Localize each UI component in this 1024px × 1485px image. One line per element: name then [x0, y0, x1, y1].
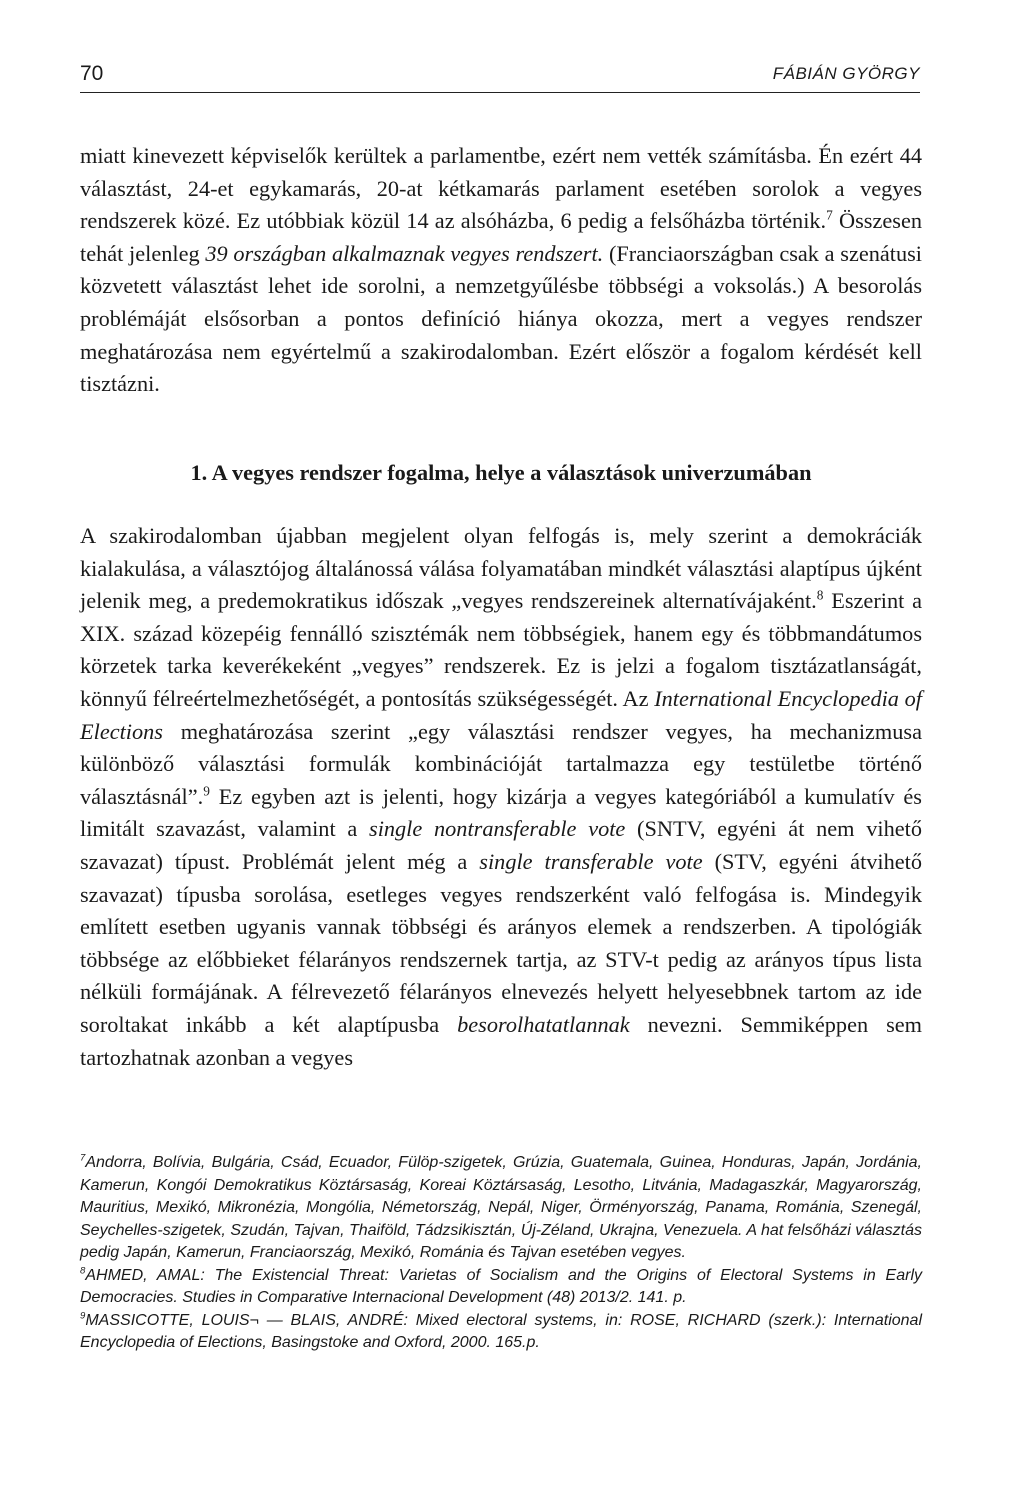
footnote-text: MASSICOTTE, LOUIS¬ — BLAIS, ANDRÉ: Mixed electoral systems, in: ROSE, RICHARD (szerk.): International Encyclopedia of Elections, Basingstoke and Oxford, 2000. 165.p.	[80, 1311, 922, 1351]
page-number: 70	[80, 62, 104, 85]
text-run: (SNTV, egyéni át nem vihető szavazat) típust. Problémát jelent még a	[80, 816, 922, 874]
footnote-number: 8	[80, 1265, 86, 1277]
footnote-number: 9	[80, 1310, 86, 1322]
running-head-author: FÁBIÁN GYÖRGY	[772, 64, 920, 83]
body-paragraph-1	[80, 140, 922, 401]
footnote-ref-8[interactable]: 8	[816, 587, 824, 603]
footnote-ref-7[interactable]: 7	[826, 207, 833, 223]
emphasis-text: single nontransferable vote	[369, 816, 626, 842]
footnote-text: Andorra, Bolívia, Bulgária, Csád, Ecuador, Fülöp-szigetek, Grúzia, Guatemala, Guinea, Honduras, Japán, Jordánia, Kamerun, Kongói Demokratikus Köztársaság, Koreai Köztársaság, Lesotho, Litvánia, Madagaszkár, Magyarország, Mauritius, Mexikó, Mikronézia, Mongólia, Németország, Nepál, Niger, Örményország, Panama, Románia, Szenegál, Seychelles-szigetek, Szudán, Tajvan, Thaiföld, Tádzsikisztán, Új-Zéland, Ukrajna, Venezuela. A hat felsőházi választás pedig Japán, Kamerun, Franciaország, Mexikó, Románia és Tajvan esetében vegyes.	[80, 1154, 922, 1261]
footnote-number: 7	[80, 1152, 86, 1164]
footnotes	[80, 1152, 922, 1355]
body-paragraph-2	[80, 520, 922, 1074]
paragraph	[80, 140, 922, 401]
text-run: Ez egyben azt is jelenti, hogy kizárja a vegyes kategóriából a kumulatív és limitált szavazást, valamint a	[80, 783, 922, 842]
text-run: meghatározása szerint „egy választási rendszer vegyes, ha mechanizmusa különböző választási formulák kombinációját tartalmazza egy testületbe történő választásnál”.	[80, 718, 922, 809]
text-run: nevezni. Semmiképpen sem tartozhatnak azonban a vegyes	[80, 1011, 922, 1070]
emphasis-text: 39 országban alkalmaznak vegyes rendszert.	[205, 240, 604, 266]
footnote-8	[80, 1265, 922, 1310]
emphasis-text: besorolhatatlannak	[457, 1011, 630, 1037]
text-run: Összesen tehát jelenleg	[80, 208, 922, 266]
footnote-text: AHMED, AMAL: The Existencial Threat: Varietas of Socialism and the Origins of Electoral Systems in Early Democracies. Studies in Comparative Internacional Development (48) 2013/2. 141. p.	[80, 1266, 922, 1306]
section-heading: 1. A vegyes rendszer fogalma, helye a választások univerzumában	[190, 460, 812, 485]
page-header	[80, 62, 920, 93]
emphasis-text: International Encyclopedia of Elections	[80, 685, 923, 744]
text-run: (Franciaországban csak a szenátusi közvetett választást lehet ide sorolni, a nemzetgyűlésbe többségi a voksolás.) A besorolás problémáját elsősorban a pontos definíció hiánya okozza, mert a vegyes rendszer meghatározása nem egyértelmű a szakirodalomban. Ezért először a fogalom kérdését kell tisztázni.	[80, 240, 922, 397]
text-run: (STV, egyéni átvihető szavazat) típusba sorolása, esetleges vegyes rendszerként való felfogása is. Mindegyik említett esetben ugyanis vannak többségi és arányos elemek a rendszerben. A tipológiák többsége az előbbieket félarányos rendszernek tartja, az STV-t pedig az arányos típus lista nélküli formájának. A félrevezető félarányos elnevezés helyett helyesebbnek tartom az ide soroltakat inkább a két alaptípusba	[80, 848, 923, 1037]
emphasis-text: single transferable vote	[479, 848, 703, 874]
text-run: miatt kinevezett képviselők kerültek a parlamentbe, ezért nem vették számításba. Én ezért 44 választást, 24-et egykamarás, 20-at kétkamarás parlament esetében sorolok a vegyes rendszerek közé. Ez utóbbiak közül 14 az alsóházba, 6 pedig a felsőházba történik.	[80, 143, 922, 234]
paragraph	[80, 520, 922, 1074]
footnote-7	[80, 1152, 922, 1265]
footnote-9	[80, 1310, 922, 1355]
footnote-ref-9[interactable]: 9	[203, 783, 210, 799]
text-run: Eszerint a XIX. század közepéig fennálló szisztémák nem többségiek, hanem egy és többmandátumos körzetek tarka keverékeként „vegyes” rendszerek. Ez is jelzi a fogalom tisztázatlanságát, könnyű félreértelmezhetőségét, a pontosítás szükségességét. Az	[80, 588, 922, 711]
text-run: A szakirodalomban újabban megjelent olyan felfogás is, mely szerint a demokráciák kialakulása, a választójog általánossá válása folyamatában mindkét választási alaptípus újként jelenik meg, a predemokratikus időszak „vegyes rendszereinek alternatívájaként.	[80, 523, 922, 614]
